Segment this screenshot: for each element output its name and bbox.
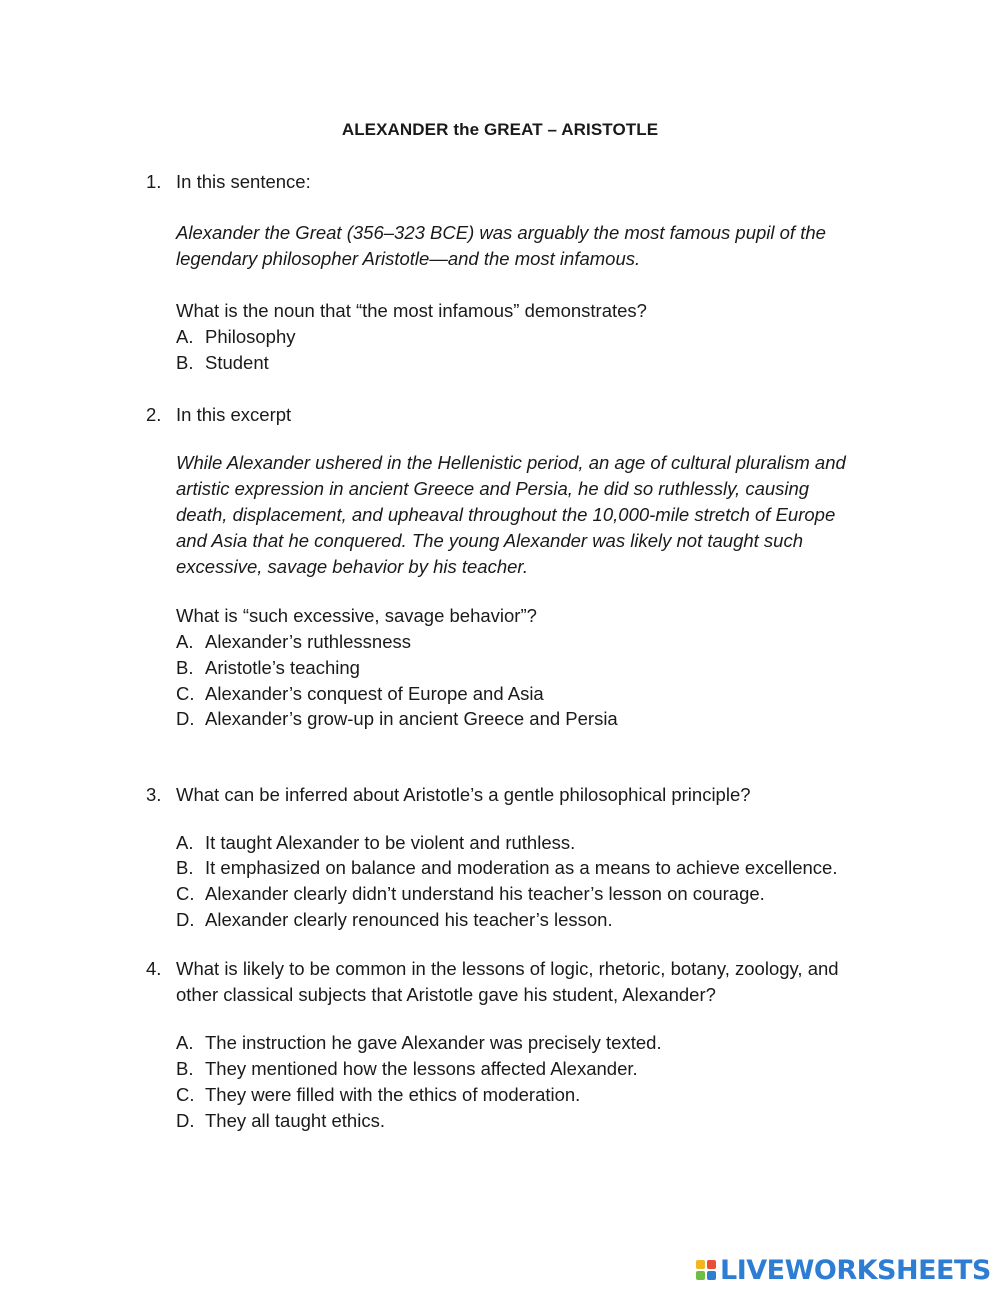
option-letter: C. [176, 1084, 195, 1105]
option-letter: A. [176, 631, 194, 652]
question-number: 4. [146, 958, 162, 979]
excerpt-line: excessive, savage behavior by his teacher. [176, 556, 529, 577]
excerpt-line: While Alexander ushered in the Hellenistic period, an age of cultural pluralism and [176, 452, 846, 473]
option-letter: D. [176, 909, 195, 930]
option-letter: B. [176, 857, 194, 878]
answer-option[interactable]: Alexander’s grow-up in ancient Greece and Persia [205, 708, 618, 729]
excerpt-line: artistic expression in ancient Greece and Persia, he did so ruthlessly, causing [176, 478, 810, 499]
option-letter: A. [176, 832, 194, 853]
question-prompt: In this sentence: [176, 171, 311, 192]
excerpt-line: Alexander the Great (356–323 BCE) was arguably the most famous pupil of the [176, 222, 826, 243]
question-number: 3. [146, 784, 162, 805]
question-prompt: What can be inferred about Aristotle’s a gentle philosophical principle? [176, 784, 751, 805]
answer-option[interactable]: It taught Alexander to be violent and ruthless. [205, 832, 576, 853]
option-letter: B. [176, 1058, 194, 1079]
option-letter: B. [176, 657, 194, 678]
answer-option[interactable]: Alexander clearly didn’t understand his teacher’s lesson on courage. [205, 883, 765, 904]
answer-option[interactable]: They were filled with the ethics of moderation. [205, 1084, 581, 1105]
option-letter: C. [176, 683, 195, 704]
logo-text: LIVEWORKSHEETS [720, 1254, 991, 1286]
excerpt-line: death, displacement, and upheaval throughout the 10,000-mile stretch of Europe [176, 504, 836, 525]
question-number: 2. [146, 404, 162, 425]
excerpt-line: legendary philosopher Aristotle—and the most infamous. [176, 248, 641, 269]
question-prompt: other classical subjects that Aristotle gave his student, Alexander? [176, 984, 716, 1005]
question-number: 1. [146, 171, 162, 192]
question-prompt: What is likely to be common in the lessons of logic, rhetoric, botany, zoology, and [176, 958, 839, 979]
option-letter: A. [176, 326, 194, 347]
question-text: What is “such excessive, savage behavior”? [176, 605, 537, 626]
answer-option[interactable]: It emphasized on balance and moderation as a means to achieve excellence. [205, 857, 838, 878]
option-letter: A. [176, 1032, 194, 1053]
option-letter: D. [176, 708, 195, 729]
option-letter: B. [176, 352, 194, 373]
excerpt-line: and Asia that he conquered. The young Alexander was likely not taught such [176, 530, 804, 551]
answer-option[interactable]: They mentioned how the lessons affected Alexander. [205, 1058, 638, 1079]
question-prompt: In this excerpt [176, 404, 292, 425]
answer-option[interactable]: Alexander’s ruthlessness [205, 631, 412, 652]
answer-option[interactable]: Alexander clearly renounced his teacher’s lesson. [205, 909, 613, 930]
liveworksheets-logo[interactable] [696, 1252, 991, 1288]
question-text: What is the noun that “the most infamous” demonstrates? [176, 300, 647, 321]
option-letter: C. [176, 883, 195, 904]
answer-option[interactable]: Aristotle’s teaching [205, 657, 360, 678]
option-letter: D. [176, 1110, 195, 1131]
answer-option[interactable]: They all taught ethics. [205, 1110, 385, 1131]
answer-option[interactable]: Alexander’s conquest of Europe and Asia [205, 683, 544, 704]
answer-option[interactable]: The instruction he gave Alexander was precisely texted. [205, 1032, 662, 1053]
answer-option[interactable]: Student [205, 352, 269, 373]
logo-blocks-icon [696, 1260, 716, 1280]
page-title: ALEXANDER the GREAT – ARISTOTLE [341, 120, 659, 139]
answer-option[interactable]: Philosophy [205, 326, 296, 347]
